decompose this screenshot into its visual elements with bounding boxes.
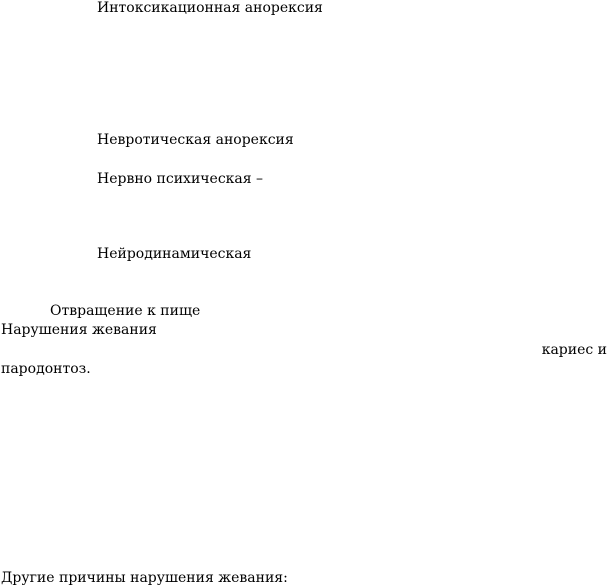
text-other-causes: Другие причины нарушения жевания: [1,570,288,586]
text-chewing-disorders: Нарушения жевания [1,322,157,338]
text-periodontosis: пародонтоз. [1,361,91,377]
text-caries-and: кариес и [541,342,607,358]
text-intoxication-anorexia: Интоксикационная анорексия [97,0,323,16]
text-neurodynamic: Нейродинамическая [97,246,252,262]
text-food-aversion: Отвращение к пище [50,303,201,319]
text-neuro-psychic: Нервно психическая – [97,171,264,187]
text-neurotic-anorexia: Невротическая анорексия [97,132,294,148]
